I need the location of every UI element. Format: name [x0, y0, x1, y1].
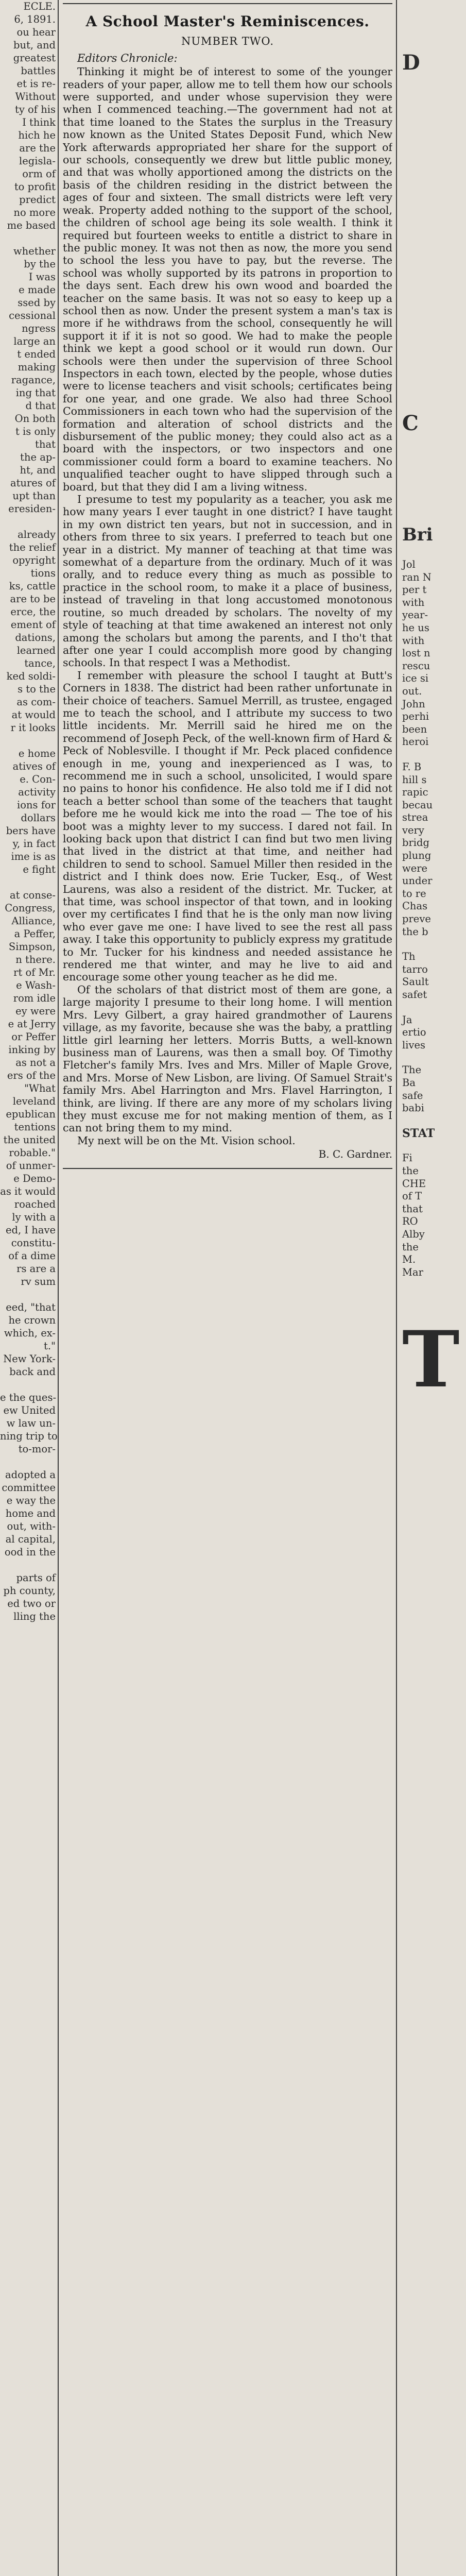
- right-fragment-line: M.: [402, 1253, 416, 1266]
- left-fragment-line: a Peffer,: [14, 928, 56, 940]
- left-fragment-line: ement of: [10, 619, 56, 631]
- right-fragment-line: of T: [402, 1190, 422, 1202]
- left-fragment-line: t.": [43, 1340, 56, 1352]
- right-fragment-line: [402, 336, 466, 348]
- right-fragment-line: under: [402, 875, 433, 887]
- left-fragment-line: me based: [7, 219, 56, 231]
- left-fragment-line: w law un-: [6, 1417, 56, 1429]
- right-fragment-line: [402, 749, 466, 761]
- right-fragment-line: Ja: [402, 1013, 412, 1026]
- left-fragment-line: n there.: [15, 954, 56, 965]
- right-fragment-line: hill s: [402, 773, 427, 786]
- right-fragment-line: [402, 486, 466, 499]
- right-fragment-line: lives: [402, 1039, 426, 1051]
- left-fragment-line: I was: [28, 271, 56, 283]
- right-fragment-line: were: [402, 862, 428, 874]
- right-fragment-line: [402, 163, 466, 175]
- left-fragment-line: but, and: [13, 39, 56, 51]
- left-fragment-line: opyright: [12, 554, 56, 566]
- left-fragment-line: ey were: [15, 1005, 56, 1017]
- right-fragment-line: [402, 511, 466, 523]
- right-fragment-line: [402, 1115, 466, 1127]
- right-fragment-line: Jol: [402, 558, 416, 570]
- left-fragment-line: ew United: [3, 1404, 56, 1416]
- right-fragment-line: [402, 101, 466, 113]
- right-fragment-line: [402, 76, 466, 89]
- right-fragment-line: the b: [402, 925, 428, 938]
- left-fragment-line: [0, 734, 56, 747]
- right-fragment-line: [402, 1440, 466, 1453]
- left-fragment-line: ime is as: [11, 851, 56, 862]
- left-fragment-line: greatest: [13, 52, 56, 64]
- left-fragment-line: Without: [15, 91, 56, 103]
- left-fragment-line: rom idle: [13, 992, 56, 1004]
- left-fragment-line: ked soldi-: [6, 670, 56, 682]
- right-fragment-line: that: [402, 1202, 423, 1215]
- left-fragment-line: committee: [2, 1482, 56, 1494]
- right-fragment-line: very: [402, 824, 424, 836]
- left-fragment-line: 6, 1891.: [14, 13, 56, 25]
- left-fragment-line: leveland: [12, 1095, 56, 1107]
- left-fragment-line: back and: [9, 1366, 56, 1378]
- right-fragment-line: Chas: [402, 900, 428, 912]
- left-fragment-line: upt than: [12, 490, 56, 502]
- right-fragment-line: [402, 1527, 466, 1539]
- left-fragment-line: activity: [18, 786, 56, 798]
- left-fragment-line: e made: [19, 284, 56, 296]
- right-fragment-line: [402, 37, 466, 49]
- left-fragment-line: that: [35, 438, 56, 450]
- right-fragment-line: to re: [402, 887, 426, 900]
- left-fragment-line: rs are a: [16, 1263, 56, 1275]
- right-fragment-line: lost n: [402, 647, 430, 659]
- right-fragment-line: [402, 1416, 466, 1428]
- left-fragment-line: e fight: [23, 863, 56, 875]
- right-fragment-line: [402, 474, 466, 486]
- right-fragment-line: rescu: [402, 659, 430, 672]
- right-fragment-line: Fi: [402, 1152, 412, 1164]
- right-fragment-line: [402, 12, 466, 25]
- left-fragment-line: he crown: [8, 1314, 56, 1326]
- right-fragment-line: babi: [402, 1102, 424, 1114]
- left-fragment-line: eed, "that: [6, 1301, 56, 1313]
- right-fragment-line: [402, 299, 466, 311]
- left-fragment-line: by the: [24, 258, 56, 270]
- left-fragment-line: I think: [22, 116, 56, 128]
- right-fragment-line: [402, 175, 466, 188]
- right-fragment-line: [402, 225, 466, 237]
- left-fragment-line: et is re-: [16, 78, 56, 90]
- left-fragment-line: On both: [14, 413, 56, 425]
- right-fragment-line: safet: [402, 989, 427, 1001]
- right-fragment-line: he us: [402, 621, 429, 634]
- right-fragment-line: [402, 1515, 466, 1527]
- right-fragment-line: T: [402, 1314, 460, 1405]
- right-fragment-line: [402, 25, 466, 37]
- right-fragment-line: [402, 286, 466, 299]
- left-fragment-line: bers have: [6, 825, 56, 837]
- right-fragment-line: bridg: [402, 837, 430, 849]
- right-fragment-line: F. B: [402, 760, 422, 773]
- right-fragment-line: with: [402, 596, 425, 608]
- right-fragment-line: STAT: [402, 1126, 435, 1140]
- left-fragment-line: predict: [19, 194, 56, 206]
- left-fragment-line: at conse-: [9, 889, 56, 901]
- right-fragment-line: [402, 1403, 466, 1416]
- right-fragment-line: [402, 126, 466, 138]
- right-fragment-line: [402, 546, 466, 558]
- left-fragment-line: e Demo-: [13, 1173, 56, 1184]
- right-fragment-line: Alby: [402, 1228, 425, 1240]
- left-fragment-line: the united: [3, 1134, 56, 1146]
- left-fragment-line: lling the: [13, 1611, 56, 1622]
- left-fragment-line: legisla-: [19, 155, 56, 167]
- right-fragment-line: [402, 113, 466, 126]
- left-fragment-line: atures of: [10, 477, 56, 489]
- right-fragment-line: [402, 348, 466, 361]
- right-fragment-line: [402, 324, 466, 336]
- left-fragment-line: Alliance,: [11, 915, 56, 927]
- right-fragment-line: [402, 237, 466, 249]
- right-fragment-line: John: [402, 698, 425, 710]
- left-fragment-line: ECLE.: [23, 1, 56, 12]
- left-fragment-line: [0, 1288, 56, 1301]
- left-fragment-line: ht, and: [20, 464, 56, 476]
- left-fragment-line: battles: [21, 65, 56, 77]
- right-fragment-line: [402, 212, 466, 225]
- left-fragment-line: atives of: [12, 760, 56, 772]
- right-fragment-line: [402, 1140, 466, 1152]
- right-fragment-line: [402, 200, 466, 212]
- left-fragment-line: ed two or: [7, 1598, 56, 1609]
- signature: B. C. Gardner.: [318, 1148, 392, 1161]
- right-fragment-line: plung: [402, 850, 432, 862]
- left-fragment-line: ly with a: [12, 1211, 56, 1223]
- right-fragment-line: [402, 499, 466, 511]
- right-fragment-line: [402, 262, 466, 274]
- left-fragment-line: constitu-: [11, 1237, 56, 1249]
- left-fragment-line: out, with-: [7, 1520, 56, 1532]
- left-fragment-line: ph county,: [3, 1585, 56, 1597]
- right-fragment-line: [402, 1052, 466, 1064]
- left-fragment-line: parts of: [16, 1572, 56, 1584]
- left-fragment-line: e. Con-: [20, 773, 56, 785]
- right-fragment-line: preve: [402, 913, 431, 925]
- right-fragment-line: Sault: [402, 976, 429, 988]
- left-fragment-line: ou hear: [16, 26, 56, 38]
- left-fragment-line: at would: [11, 709, 56, 721]
- left-fragment-line: ing that: [15, 387, 56, 399]
- left-fragment-line: t ended: [17, 348, 56, 360]
- left-fragment-line: [0, 1558, 56, 1571]
- left-fragment-line: Simpson,: [8, 941, 56, 953]
- right-fragment-line: [402, 437, 466, 449]
- left-fragment-line: [0, 515, 56, 528]
- right-fragment-line: Th: [402, 951, 416, 963]
- right-fragment-line: [402, 138, 466, 150]
- left-fragment-line: large an: [13, 335, 56, 347]
- left-fragment-line: d that: [25, 400, 56, 412]
- left-fragment-line: are to be: [10, 593, 56, 605]
- left-fragment-line: as it would: [0, 1185, 56, 1197]
- left-fragment-line: ks, cattle: [9, 580, 56, 592]
- left-fragment-line: making: [18, 361, 56, 373]
- left-fragment-line: orm of: [22, 168, 56, 180]
- left-fragment-line: rv sum: [21, 1276, 56, 1287]
- article-subtitle: NUMBER TWO.: [181, 35, 274, 48]
- right-fragment-line: Ba: [402, 1076, 416, 1089]
- left-fragment-line: [0, 1455, 56, 1468]
- right-fragment-line: [402, 938, 466, 951]
- left-fragment-line: cessional: [9, 310, 56, 321]
- right-fragment-line: safe: [402, 1089, 423, 1101]
- right-fragment-line: [402, 398, 466, 410]
- left-fragment-line: ers of the: [7, 1070, 56, 1081]
- right-fragment-line: [402, 373, 466, 385]
- right-fragment-line: [402, 1279, 466, 1291]
- right-fragment-line: The: [402, 1064, 422, 1076]
- right-fragment-line: [402, 1465, 466, 1478]
- left-fragment-line: already: [18, 529, 56, 540]
- left-fragment-line: s to the: [18, 683, 56, 695]
- right-fragment-line: out.: [402, 685, 422, 697]
- right-fragment-line: Mar: [402, 1266, 423, 1278]
- right-fragment-line: been: [402, 723, 427, 735]
- left-fragment-line: of a dime: [8, 1250, 56, 1262]
- left-fragment-line: epublican: [6, 1108, 56, 1120]
- left-fragment-line: of unmer-: [6, 1160, 56, 1172]
- right-fragment-line: [402, 361, 466, 373]
- right-fragment-line: heroi: [402, 736, 429, 748]
- paragraph-4: Of the scholars of that district most of them are gone, a large majority I presume to their long home. I will mention Mrs. Levy Gilbert, a gray haired grandmother of Laurens village, as my favorite, because she was the baby, a prattling little girl learning her letters. Morris Butts, a well-known business man of Laurens, was then a small boy. Of Timothy Fletcher's family Mrs. Ives and Mrs. Miller of Maple Grove, and Mrs. Morse of New Lisbon, are living. Of Samuel Strait's family Mrs. Abel Harrington and Mrs. Flavel Harrington, I think, are living. If there are any more of my scholars living they must excuse me for not making mention of them, as I can not bring them to my mind.: [63, 983, 392, 1134]
- left-fragment-line: [0, 1378, 56, 1391]
- right-fragment-line: [402, 274, 466, 286]
- left-fragment-line: the ap-: [20, 451, 56, 463]
- left-fragment-line: [0, 232, 56, 245]
- right-fragment-line: strea: [402, 811, 428, 824]
- left-fragment-line: e the ques-: [0, 1392, 57, 1403]
- left-fragment-line: whether: [13, 245, 56, 257]
- right-fragment-line: [402, 1428, 466, 1440]
- right-column-fragments: [398, 0, 466, 2576]
- right-fragment-line: C: [402, 411, 419, 435]
- right-fragment-line: year-: [402, 609, 428, 621]
- left-fragment-line: roached: [14, 1198, 56, 1210]
- right-fragment-line: CHE: [402, 1177, 426, 1190]
- right-fragment-line: [402, 449, 466, 462]
- right-fragment-line: [402, 188, 466, 200]
- left-fragment-line: e home: [18, 748, 56, 759]
- right-fragment-line: rapic: [402, 786, 428, 799]
- right-fragment-line: becau: [402, 799, 433, 811]
- left-fragment-line: adopted a: [5, 1469, 56, 1481]
- left-fragment-line: t is only: [15, 426, 56, 437]
- right-fragment-line: RO: [402, 1215, 418, 1228]
- left-fragment-line: which, ex-: [4, 1327, 56, 1339]
- right-fragment-line: the: [402, 1241, 419, 1253]
- left-fragment-line: e at Jerry: [8, 1018, 56, 1030]
- right-fragment-line: [402, 311, 466, 324]
- right-fragment-line: [402, 89, 466, 101]
- left-fragment-line: r it looks: [10, 722, 56, 734]
- left-fragment-line: tions: [30, 567, 56, 579]
- left-fragment-line: eresiden-: [8, 503, 56, 515]
- left-fragment-line: tance,: [24, 657, 56, 669]
- salutation: Editors Chronicle:: [77, 52, 178, 64]
- left-fragment-line: "What: [24, 1082, 56, 1094]
- right-fragment-line: [402, 462, 466, 474]
- left-fragment-line: or Peffer: [11, 1031, 56, 1043]
- article-column: [63, 0, 392, 2576]
- right-fragment-line: the: [402, 1164, 419, 1177]
- left-fragment-line: New York-: [3, 1353, 56, 1365]
- right-fragment-line: [402, 1478, 466, 1490]
- left-fragment-line: as com-: [16, 696, 56, 708]
- left-fragment-line: rt of Mr.: [13, 967, 56, 978]
- left-fragment-line: ood in the: [4, 1546, 56, 1558]
- left-fragment-line: no more: [13, 207, 56, 218]
- left-fragment-line: tentions: [14, 1121, 56, 1133]
- paragraph-2: I presume to test my popularity as a teacher, you ask me how many years I ever taught in one district? I have taught in my own district ten years, but not in succession, and in others from three to six years. I preferred to teach but one year in a district. My manner of teaching at that time was somewhat of a departure from the ordinary. Much of it was orally, and to reduce every thing as much as possible to practice in the school room, to make it a place of business, instead of traveling in that long accustomed monotonous routine, so much dreaded by scholars. The novelty of my style of teaching at that time awakened an interest not only among the scholars but among the parents, and I tho't that after one year I could accomplish more good by changing schools. In that respect I was a Methodist.: [63, 493, 392, 669]
- left-fragment-line: erce, the: [10, 606, 56, 618]
- right-fragment-line: [402, 150, 466, 163]
- left-fragment-line: [0, 876, 56, 889]
- left-fragment-line: ning trip to: [0, 1430, 58, 1442]
- left-fragment-line: dollars: [21, 812, 56, 824]
- right-fragment-line: [402, 1539, 466, 1552]
- left-fragment-line: e Wash-: [16, 979, 56, 991]
- left-fragment-line: inking by: [8, 1044, 56, 1056]
- left-fragment-line: are the: [19, 142, 56, 154]
- column-divider-right: [396, 0, 397, 2576]
- left-fragment-line: robable.": [9, 1147, 56, 1159]
- left-fragment-line: ed, I have: [5, 1224, 56, 1236]
- right-fragment-line: ice si: [402, 672, 429, 685]
- left-fragment-line: ions for: [16, 799, 56, 811]
- left-fragment-line: ty of his: [14, 104, 56, 115]
- column-divider-left: [58, 0, 59, 2576]
- paragraph-5: My next will be on the Mt. Vision school.: [77, 1134, 296, 1147]
- left-fragment-line: ragance,: [11, 374, 56, 386]
- footer-rule: [63, 1168, 392, 1169]
- right-fragment-line: [402, 0, 466, 12]
- left-fragment-line: learned: [16, 645, 56, 656]
- left-fragment-line: home and: [5, 1507, 56, 1519]
- signature-line: [63, 1148, 392, 1160]
- right-fragment-line: [402, 1453, 466, 1465]
- left-column-fragments: [0, 0, 58, 2576]
- left-fragment-line: ssed by: [18, 297, 56, 309]
- right-fragment-line: per t: [402, 584, 427, 596]
- right-fragment-line: tarro: [402, 963, 428, 975]
- header-rule: [63, 3, 392, 4]
- left-fragment-line: to-mor-: [18, 1443, 56, 1455]
- left-fragment-line: hich he: [18, 129, 56, 141]
- right-fragment-line: [402, 249, 466, 262]
- paragraph-3: I remember with pleasure the school I taught at Butt's Corners in 1838. The district had been rather unfortunate in their choice of teachers. Samuel Merrill, as trustee, engaged me to teach the school, and I attribute my success to two little incidents. Mr. Merrill said he hired me on the recommend of Joseph Peck, of the well-known firm of Hard & Peck of Noblesville. I thought if Mr. Peck placed confidence enough in me, young and inexperienced as I was, to recommend me in such a school, unsolicited, I would spare no pains to honor his confidence. He also told me if I did not teach a better school than some of the teachers that taught before me he would kick me into the road — The toe of his boot was a mighty lever to my success. I dared not fail. In looking back upon that district I can find but two men living that lived in the district at that time, and neither had children to send to school. Samuel Miller then resided in the district and I think does now. Erie Tucker, Esq., of West Laurens, was also a resident of the district. Mr. Tucker, at that time, was school inspector of that town, and in looking over my certificates I find that he is the only man now living who ever gave me one: I have lived to see the rest all pass away. I take this opportunity to publicly express my gratitude to Mr. Tucker for his kindness and needed assistance he rendered me that winter, and may he live to aid and encourage some other young teacher as he did me.: [63, 669, 392, 984]
- right-fragment-line: [402, 1002, 466, 1014]
- left-fragment-line: as not a: [15, 1057, 56, 1069]
- left-fragment-line: dations,: [15, 632, 56, 643]
- right-fragment-line: ran N: [402, 571, 432, 583]
- left-fragment-line: Congress,: [5, 902, 56, 914]
- right-fragment-line: [402, 385, 466, 398]
- left-fragment-line: e way the: [6, 1495, 56, 1506]
- left-fragment-line: ngress: [22, 323, 56, 334]
- right-fragment-line: Bri: [402, 524, 433, 545]
- article-title: A School Master's Reminiscences.: [85, 13, 370, 30]
- left-fragment-line: y, in fact: [12, 838, 56, 850]
- left-fragment-line: al capital,: [5, 1533, 56, 1545]
- paragraph-1: Thinking it might be of interest to some of the younger readers of your paper, allow me to tell them how our schools were supported, and under whose supervision they were when I commenced teaching.—The government had not at that time loaned to the States the surplus in the Treasury now known as the United States Deposit Fund, which New York afterwards appropriated her share for the support of our schools, consequently we drew but little public money, and that was wholly apportioned among the districts on the basis of the children residing in the district between the ages of four and sixteen. The small districts were left very weak. Property added nothing to the support of the school, the children of school age being its sole wealth. I think it required but fourteen weeks to entitle a district to share in the public money. It was not then as now, the more you send to school the less you have to pay, but the reverse. The school was wholly supported by its patrons in proportion to the days sent. Each drew his own wood and boarded the teacher on the same basis. It was not so easy to keep up a school then as now. Under the present system a man's tax is more if he withdraws from the school, consequently he will support it if it is not so good. We had to make the people think we kept a good school or it would run down. Our schools were then under the supervision of three School Inspectors in each town, elected by the people, whose duties were to license teachers and visit schools; certificates being for one year, and one grade. We also had three School Commissioners in each town who had the supervision of the formation and alteration of school districts and the disbursement of the public money; they could also act as a board with the inspectors, or two inspectors and one commissioner could form a board to examine teachers. No unqualified teacher ought to have slipped through such a board, but that they did I am a living witness.: [63, 65, 392, 493]
- right-fragment-line: perhi: [402, 710, 429, 723]
- right-fragment-line: [402, 1490, 466, 1502]
- left-fragment-line: the relief: [9, 541, 56, 553]
- right-fragment-line: [402, 1291, 466, 1303]
- right-fragment-line: with: [402, 634, 425, 647]
- left-fragment-line: to profit: [14, 181, 56, 193]
- right-fragment-line: [402, 1502, 466, 1515]
- right-fragment-line: D: [402, 50, 420, 75]
- right-fragment-line: ertio: [402, 1026, 426, 1039]
